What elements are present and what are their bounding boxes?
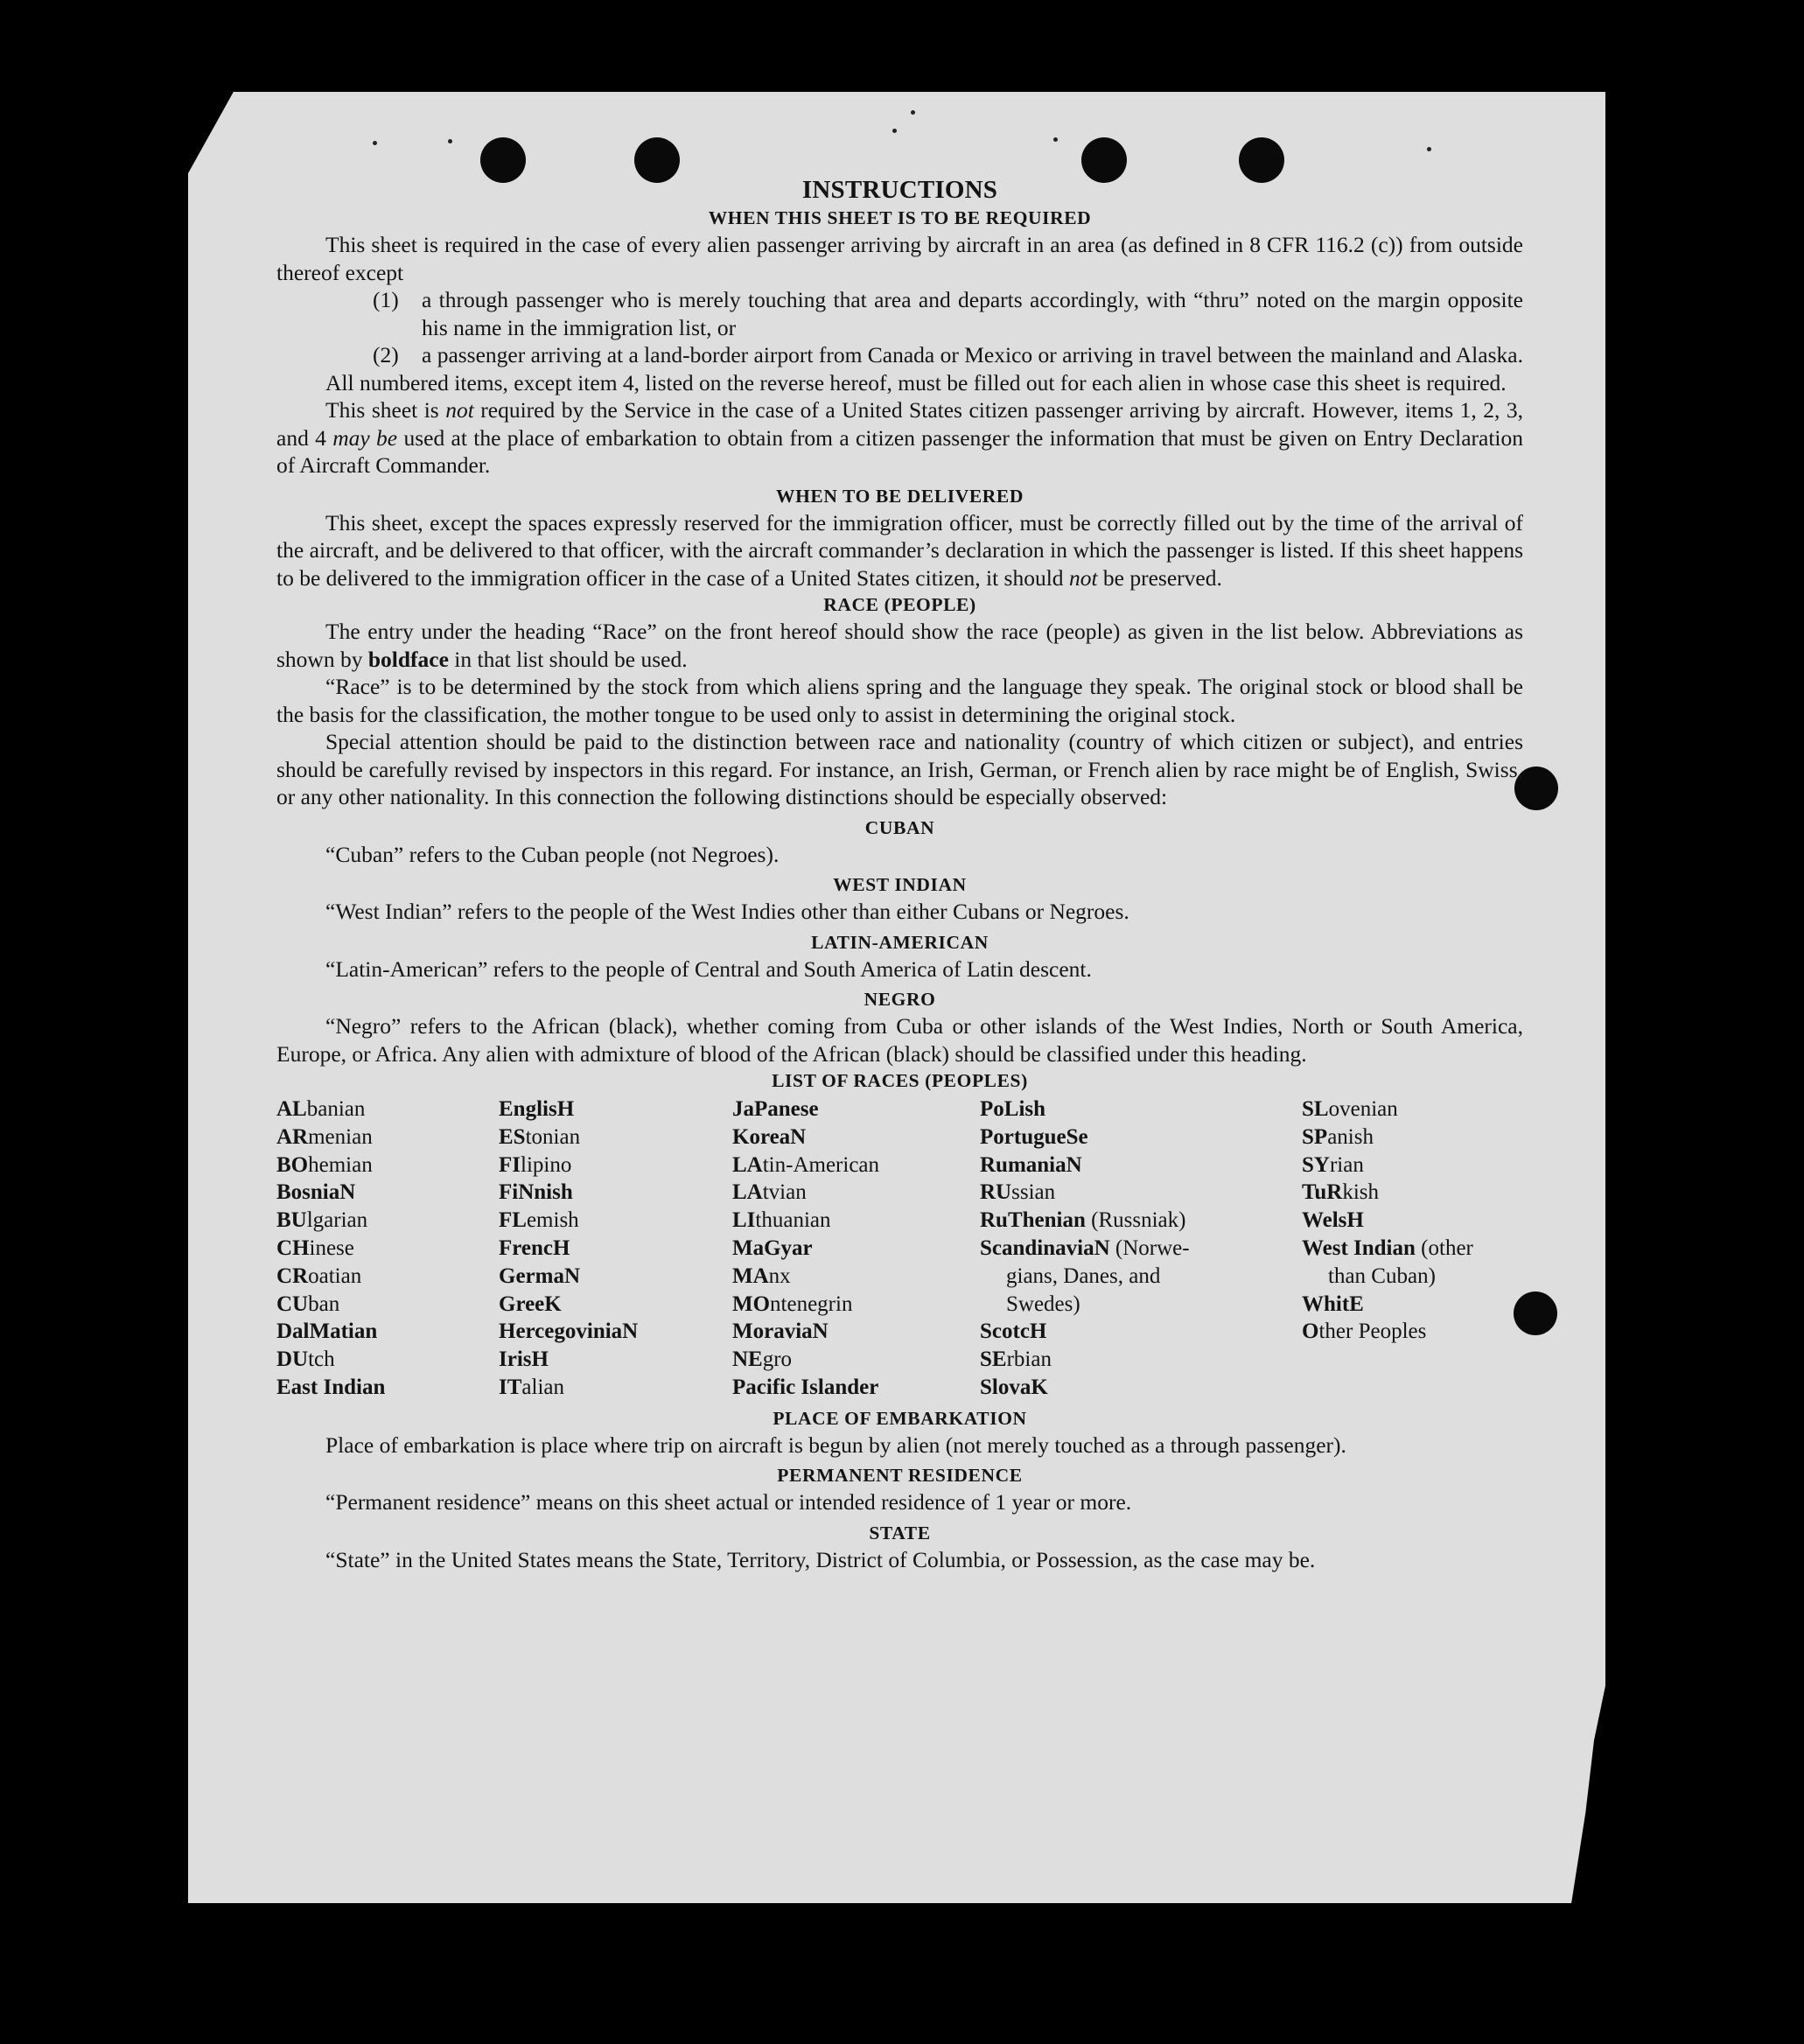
section-heading-latin-american: LATIN-AMERICAN	[811, 931, 989, 953]
race-abbrev: PortugueSe	[980, 1124, 1088, 1149]
race-rest: hemian	[308, 1152, 373, 1177]
race-entry	[980, 1346, 1232, 1374]
race-abbrev: WhitE	[1302, 1292, 1364, 1316]
race-abbrev: HercegoviniaN	[499, 1320, 639, 1344]
race-entry	[980, 1096, 1232, 1124]
paper-speck	[373, 141, 377, 145]
race-entry	[980, 1124, 1232, 1152]
race-entry	[1302, 1235, 1528, 1263]
latin-american-definition: “Latin-American” refers to the people of Central and South America of Latin descent.	[325, 956, 1092, 982]
text-run: used at the place of embarkation to obtain from a citizen passenger the information that must be given on Entry Declaration of Aircraft Commander.	[276, 424, 1523, 478]
emphasis-may-be: may be	[332, 424, 398, 451]
race-entry	[732, 1096, 980, 1124]
race-abbrev: MO	[732, 1292, 771, 1316]
race-abbrev: SlovaK	[980, 1375, 1048, 1399]
emphasis-not: not	[1068, 564, 1098, 591]
race-rest: banian	[306, 1097, 366, 1121]
race-abbrev: East Indian	[276, 1375, 386, 1399]
race-abbrev: IT	[499, 1375, 522, 1399]
race-entry	[499, 1291, 732, 1319]
race-entry	[980, 1374, 1232, 1402]
race-entry	[276, 1207, 499, 1235]
race-entry	[980, 1291, 1232, 1319]
race-abbrev: CH	[276, 1236, 310, 1260]
exception-item	[276, 286, 1523, 341]
paper-speck	[892, 129, 897, 133]
race-entry	[499, 1152, 732, 1180]
race-abbrev: FiNnish	[499, 1180, 573, 1205]
race-abbrev: LA	[732, 1180, 763, 1205]
required-paragraph-1: This sheet is required in the case of every alien passenger arriving by aircraft in an area (as defined in 8 CFR 116.2 (c)) from outside thereof except	[276, 232, 1523, 285]
text-run: This sheet is	[325, 397, 446, 423]
race-abbrev: CR	[276, 1264, 309, 1288]
race-entry	[732, 1235, 980, 1263]
section-heading-cuban: CUBAN	[864, 816, 935, 838]
race-abbrev: PoLish	[980, 1097, 1046, 1121]
race-entry	[732, 1318, 980, 1346]
race-rest: ssian	[1011, 1180, 1056, 1205]
race-paragraph-2: “Race” is to be determined by the stock from which aliens spring and the language they speak. The original stock or blood shall be the basis for the classification, the mother tongue to be used only to assist in determining the original stock.	[276, 674, 1523, 727]
races-column	[1302, 1096, 1528, 1402]
section-heading-required: WHEN THIS SHEET IS TO BE REQUIRED	[708, 207, 1092, 228]
race-rest: gro	[762, 1348, 793, 1372]
exception-number: (2)	[373, 342, 399, 368]
text-run: The entry under the heading “Race” on the front hereof should show the race (people) as given in the list below. Abbreviations as shown by	[276, 619, 1523, 672]
race-entry	[980, 1263, 1232, 1291]
section-heading-races-list: LIST OF RACES (PEOPLES)	[772, 1070, 1028, 1091]
delivered-paragraph	[276, 509, 1523, 592]
races-column	[276, 1096, 499, 1402]
race-entry	[980, 1152, 1232, 1180]
race-abbrev: NE	[732, 1348, 763, 1372]
race-abbrev: IrisH	[499, 1348, 549, 1372]
race-abbrev: O	[1302, 1320, 1319, 1344]
race-abbrev: SY	[1302, 1152, 1330, 1177]
race-entry	[1302, 1207, 1528, 1235]
race-abbrev: ScandinaviaN	[980, 1236, 1110, 1260]
embarkation-definition: Place of embarkation is place where trip on aircraft is begun by alien (not merely touched as a through passenger).	[325, 1432, 1346, 1458]
race-rest: tin-American	[762, 1152, 880, 1177]
section-heading-delivered: WHEN TO BE DELIVERED	[775, 485, 1024, 507]
emphasis-boldface: boldface	[367, 646, 449, 672]
races-column	[499, 1096, 732, 1402]
race-abbrev: RuThenian	[980, 1208, 1086, 1233]
section-heading-state: STATE	[869, 1522, 931, 1544]
race-entry	[499, 1263, 732, 1291]
race-entry	[732, 1346, 980, 1374]
text-run: in that list should be used.	[448, 646, 688, 672]
race-rest: ovenian	[1328, 1097, 1398, 1121]
race-entry	[732, 1207, 980, 1235]
race-abbrev: AR	[276, 1124, 309, 1149]
race-entry	[980, 1235, 1232, 1263]
race-abbrev: DalMatian	[276, 1320, 378, 1344]
race-rest: anish	[1327, 1124, 1374, 1149]
race-entry	[1302, 1124, 1528, 1152]
races-column	[732, 1096, 980, 1402]
race-entry	[499, 1318, 732, 1346]
race-abbrev: ES	[499, 1124, 526, 1149]
race-entry	[499, 1207, 732, 1235]
race-abbrev: West Indian	[1302, 1236, 1416, 1260]
race-rest: Swedes)	[1006, 1292, 1080, 1316]
race-entry	[1302, 1291, 1528, 1319]
race-entry	[276, 1235, 499, 1263]
paper-speck	[1427, 147, 1431, 151]
race-abbrev: RumaniaN	[980, 1152, 1082, 1177]
race-abbrev: SE	[980, 1348, 1007, 1372]
race-rest: thuanian	[755, 1208, 831, 1233]
instructions-text	[276, 175, 1523, 1573]
race-abbrev: DU	[276, 1348, 309, 1372]
race-entry	[276, 1346, 499, 1374]
race-entry	[1302, 1179, 1528, 1207]
text-run: be preserved.	[1097, 564, 1222, 591]
race-entry	[732, 1152, 980, 1180]
race-abbrev: CU	[276, 1292, 309, 1316]
race-rest: lipino	[521, 1152, 572, 1177]
exception-text: a passenger arriving at a land-border airport from Canada or Mexico or arriving in travel between the mainland and Alaska.	[422, 342, 1523, 368]
state-definition: “State” in the United States means the State, Territory, District of Columbia, or Possession, as the case may be.	[325, 1546, 1316, 1572]
race-rest: (Norwe-	[1109, 1236, 1190, 1260]
race-rest: oatian	[308, 1264, 362, 1288]
race-abbrev: SL	[1302, 1097, 1329, 1121]
race-rest: ntenegrin	[770, 1292, 853, 1316]
section-heading-embarkation: PLACE OF EMBARKATION	[773, 1407, 1027, 1429]
required-paragraph-2: All numbered items, except item 4, listed on the reverse hereof, must be filled out for each alien in whose case this sheet is required.	[325, 369, 1507, 396]
race-entry	[276, 1318, 499, 1346]
race-abbrev: MaGyar	[732, 1236, 813, 1260]
race-abbrev: FL	[499, 1208, 527, 1233]
race-abbrev: Pacific Islander	[732, 1375, 879, 1399]
race-entry	[276, 1291, 499, 1319]
race-entry	[732, 1374, 980, 1402]
race-entry	[980, 1207, 1232, 1235]
race-abbrev: BosniaN	[276, 1180, 356, 1205]
race-entry	[732, 1179, 980, 1207]
race-rest: menian	[308, 1124, 373, 1149]
race-rest: ban	[308, 1292, 340, 1316]
race-entry	[1302, 1263, 1528, 1291]
race-abbrev: LI	[732, 1208, 756, 1233]
race-rest: alian	[521, 1375, 564, 1399]
race-entry	[980, 1179, 1232, 1207]
cuban-definition: “Cuban” refers to the Cuban people (not Negroes).	[325, 841, 780, 867]
race-paragraph-1	[276, 618, 1523, 673]
text-run: required by the Service in the case of a United States citizen passenger arriving by aircraft. However, items 1, 2, 3, and 4	[276, 397, 1523, 451]
race-entry	[499, 1346, 732, 1374]
race-abbrev: RU	[980, 1180, 1012, 1205]
races-list	[276, 1096, 1523, 1402]
section-heading-negro: NEGRO	[864, 989, 936, 1010]
race-entry	[1302, 1318, 1528, 1346]
race-abbrev: BO	[276, 1152, 309, 1177]
race-abbrev: ScotcH	[980, 1320, 1047, 1344]
race-abbrev: FI	[499, 1152, 521, 1177]
negro-definition: “Negro” refers to the African (black), whether coming from Cuba or other islands of the West Indies, North or South America, Europe, or Africa. Any alien with admixture of blood of the African (black) should be classified under this heading.	[276, 1013, 1523, 1067]
race-abbrev: TuR	[1302, 1180, 1343, 1205]
residence-definition: “Permanent residence” means on this sheet actual or intended residence of 1 year or more.	[325, 1489, 1132, 1516]
race-abbrev: EnglisH	[499, 1097, 575, 1121]
race-rest: gians, Danes, and	[1006, 1264, 1161, 1288]
race-abbrev: BU	[276, 1208, 307, 1233]
race-entry	[276, 1374, 499, 1402]
race-rest: than Cuban)	[1328, 1264, 1436, 1288]
emphasis-not: not	[445, 397, 474, 423]
race-rest: tonian	[525, 1124, 581, 1149]
section-heading-race: RACE (PEOPLE)	[823, 594, 976, 615]
race-rest: lgarian	[306, 1208, 368, 1233]
race-rest: ther Peoples	[1318, 1320, 1427, 1344]
race-abbrev: FrencH	[499, 1236, 570, 1260]
west-indian-definition: “West Indian” refers to the people of the West Indies other than either Cubans or Negroes.	[325, 899, 1129, 924]
race-rest: (other	[1415, 1236, 1473, 1260]
race-entry	[732, 1124, 980, 1152]
race-abbrev: GreeK	[499, 1292, 562, 1316]
page-title: INSTRUCTIONS	[801, 176, 998, 204]
race-abbrev: KoreaN	[732, 1124, 807, 1149]
paper-speck	[1053, 137, 1058, 142]
races-column	[980, 1096, 1302, 1402]
race-entry	[499, 1179, 732, 1207]
section-heading-west-indian: WEST INDIAN	[833, 874, 967, 895]
text-run: This sheet, except the spaces expressly reserved for the immigration officer, must be correctly filled out by the time of the arrival of the aircraft, and be delivered to that officer, with the aircraft commander’s declaration in which the passenger is listed. If this sheet happens to be delivered to the immigration officer in the case of a United States citizen, it should	[276, 509, 1523, 591]
exception-number: (1)	[373, 287, 399, 312]
race-rest: emish	[526, 1208, 579, 1233]
race-entry	[499, 1096, 732, 1124]
race-entry	[276, 1152, 499, 1180]
race-abbrev: AL	[276, 1097, 307, 1121]
race-entry	[276, 1179, 499, 1207]
race-rest: tch	[308, 1348, 335, 1372]
race-abbrev: JaPanese	[732, 1097, 819, 1121]
race-abbrev: SP	[1302, 1124, 1328, 1149]
race-abbrev: LA	[732, 1152, 763, 1177]
race-entry	[276, 1096, 499, 1124]
required-paragraph-3	[276, 396, 1523, 480]
race-entry	[732, 1291, 980, 1319]
race-entry	[732, 1263, 980, 1291]
race-entry	[980, 1318, 1232, 1346]
race-rest: rian	[1329, 1152, 1364, 1177]
race-entry	[276, 1263, 499, 1291]
race-entry	[499, 1235, 732, 1263]
exception-item	[276, 341, 1523, 369]
race-abbrev: MoraviaN	[732, 1320, 829, 1344]
race-entry	[499, 1124, 732, 1152]
race-rest: rbian	[1006, 1348, 1052, 1372]
exception-text: a through passenger who is merely touching that area and departs accordingly, with “thru” noted on the margin opposite his name in the immigration list, or	[422, 287, 1523, 340]
paper-speck	[448, 139, 452, 144]
race-entry	[276, 1124, 499, 1152]
race-rest: nx	[768, 1264, 791, 1288]
race-rest: (Russniak)	[1085, 1208, 1186, 1233]
race-entry	[1302, 1152, 1528, 1180]
section-heading-residence: PERMANENT RESIDENCE	[777, 1465, 1023, 1487]
race-entry	[499, 1374, 732, 1402]
paper-speck	[911, 110, 915, 115]
race-entry	[1302, 1096, 1528, 1124]
race-abbrev: GermaN	[499, 1264, 581, 1288]
race-abbrev: MA	[732, 1264, 769, 1288]
race-paragraph-3: Special attention should be paid to the distinction between race and nationality (country of which citizen or subject), and entries should be carefully revised by inspectors in this regard. For instance, an Irish, German, or French alien by race might be of English, Swiss, or any other nationality. In this connection the following distinctions should be especially observed:	[276, 729, 1523, 809]
race-rest: tvian	[762, 1180, 807, 1205]
race-rest: inese	[309, 1236, 354, 1260]
race-abbrev: WelsH	[1302, 1208, 1364, 1233]
race-rest: kish	[1342, 1180, 1380, 1205]
